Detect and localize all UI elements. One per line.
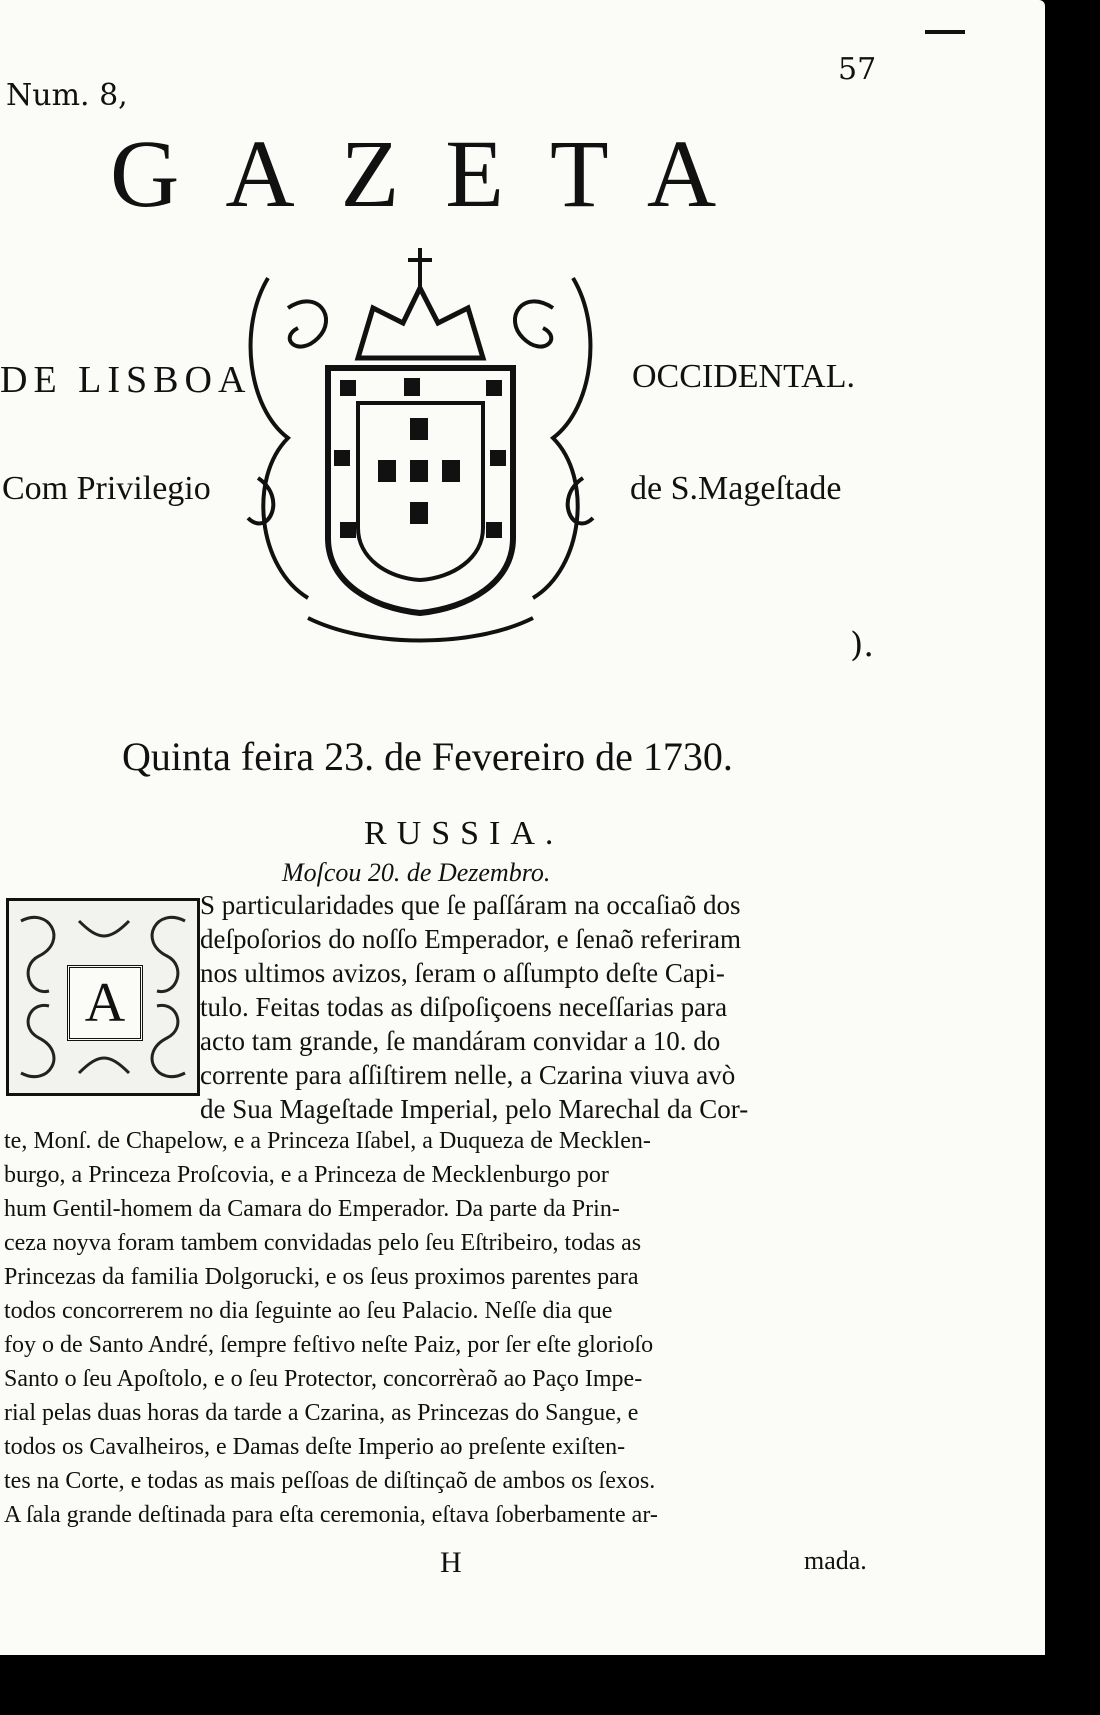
signature-mark: H (440, 1546, 462, 1579)
margin-mark: ). (850, 625, 875, 665)
dateline: Moſcou 20. de Dezembro. (282, 858, 551, 887)
issue-number: Num. 8, (6, 78, 128, 113)
drop-cap-letter: A (67, 965, 143, 1041)
text-line: de Sua Mageſtade Imperial, pelo Marechal da Cor- (200, 1094, 749, 1124)
masthead-title: GAZETA (110, 120, 763, 227)
text-line: todos os Cavalheiros, e Damas deſte Imperio ao preſente exiſten- (4, 1434, 626, 1460)
text-line: tes na Corte, e todas as mais peſſoas de diſtinçaõ de ambos os ſexos. (4, 1468, 656, 1494)
text-line: acto tam grande, ſe mandáram convidar a 10. do (200, 1026, 721, 1056)
text-line: todos concorrerem no dia ſeguinte ao ſeu Palacio. Neſſe dia que (4, 1298, 613, 1324)
royal-coat-of-arms-icon (228, 238, 613, 658)
text-line: S particularidades que ſe paſſáram na occaſiaõ dos (200, 890, 741, 920)
text-line: Princezas da familia Dolgorucki, e os ſeus proximos parentes para (4, 1264, 639, 1290)
page-number: 57 (838, 52, 877, 87)
text-line: ceza noyva foram tambem convidadas pelo ſeu Eſtribeiro, todas as (4, 1230, 642, 1256)
privilege-right: de S.Mageſtade (630, 470, 842, 507)
text-line: rial pelas duas horas da tarde a Czarina, as Princezas do Sangue, e (4, 1400, 639, 1426)
text-line: burgo, a Princeza Proſcovia, e a Princeza de Mecklenburgo por (4, 1162, 609, 1188)
catchword: mada. (804, 1546, 867, 1575)
text-line: foy o de Santo André, ſempre feſtivo neſte Paiz, por ſer eſte glorioſo (4, 1332, 654, 1358)
text-line: tulo. Feitas todas as diſpoſiçoens neceſſarias para (200, 992, 728, 1022)
issue-date: Quinta feira 23. de Fevereiro de 1730. (122, 734, 733, 779)
drop-cap-frame (6, 898, 200, 1096)
text-line: deſpoſorios do noſſo Emperador, e ſenaõ referiram (200, 924, 741, 954)
text-line: A ſala grande deſtinada para eſta ceremonia, eſtava ſoberbamente ar- (4, 1502, 658, 1528)
masthead-left-subtitle: DE LISBOA (0, 359, 252, 401)
privilege-left: Com Privilegio (2, 470, 211, 507)
corner-mark (925, 30, 965, 34)
masthead-right-subtitle: OCCIDENTAL. (632, 358, 855, 395)
text-line: corrente para aſſiſtirem nelle, a Czarina viuva avò (200, 1060, 736, 1090)
text-line: te, Monſ. de Chapelow, e a Princeza Iſabel, a Duqueza de Mecklen- (4, 1128, 651, 1154)
text-line: Santo o ſeu Apoſtolo, e o ſeu Protector, concorrèraõ ao Paço Impe- (4, 1366, 643, 1392)
section-heading: RUSSIA. (364, 815, 564, 852)
text-line: hum Gentil-homem da Camara do Emperador. Da parte da Prin- (4, 1196, 620, 1222)
text-line: nos ultimos avizos, ſeram o aſſumpto deſte Capi- (200, 958, 725, 988)
